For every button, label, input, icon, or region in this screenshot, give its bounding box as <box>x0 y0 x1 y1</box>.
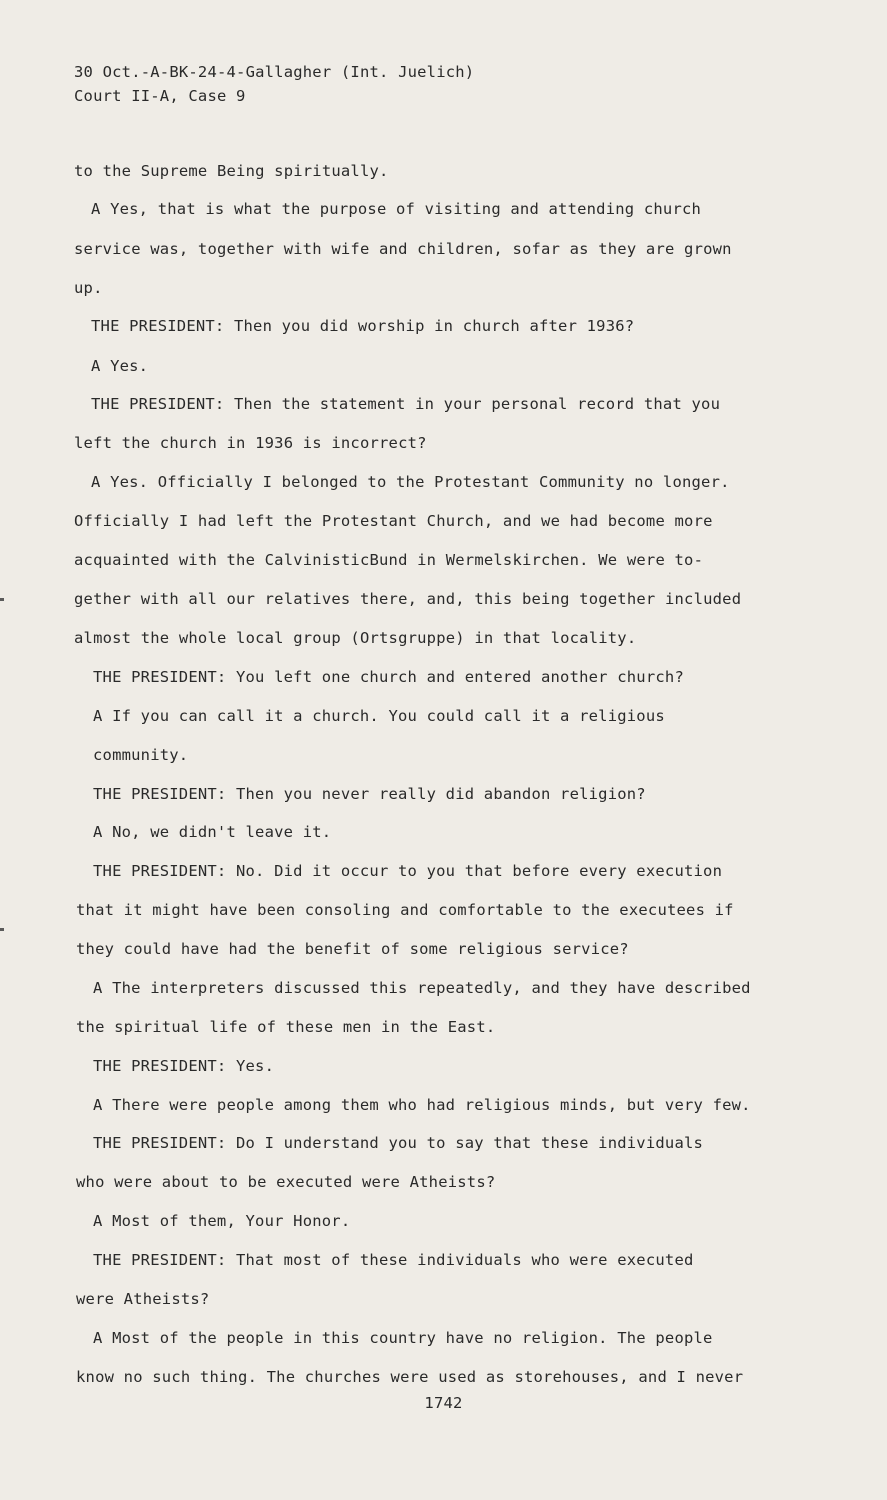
transcript-line: THE PRESIDENT: Then the statement in your personal record that you <box>91 395 721 413</box>
page-number: 1742 <box>424 1394 463 1412</box>
transcript-line: A The interpreters discussed this repeatedly, and they have described <box>93 979 751 997</box>
transcript-line: THE PRESIDENT: You left one church and entered another church? <box>93 668 684 686</box>
transcript-line: who were about to be executed were Atheists? <box>76 1173 496 1191</box>
transcript-line: THE PRESIDENT: No. Did it occur to you that before every execution <box>93 862 723 880</box>
transcript-line: A No, we didn't leave it. <box>93 823 332 841</box>
edge-mark <box>0 928 4 931</box>
transcript-line: left the church in 1936 is incorrect? <box>74 434 427 452</box>
transcript-line: service was, together with wife and children, sofar as they are grown <box>74 240 732 258</box>
transcript-line: A Yes, that is what the purpose of visiting and attending church <box>91 200 702 218</box>
transcript-line: THE PRESIDENT: That most of these individuals who were executed <box>93 1251 694 1269</box>
transcript-line: were Atheists? <box>76 1290 210 1308</box>
transcript-line: THE PRESIDENT: Then you did worship in church after 1936? <box>91 317 635 335</box>
transcript-line: A Most of them, Your Honor. <box>93 1212 351 1230</box>
transcript-line: that it might have been consoling and comfortable to the executees if <box>76 901 734 919</box>
transcript-line: they could have had the benefit of some religious service? <box>76 940 629 958</box>
transcript-line: almost the whole local group (Ortsgruppe) in that locality. <box>74 629 637 647</box>
edge-mark <box>0 598 4 601</box>
transcript-line: THE PRESIDENT: Do I understand you to say that these individuals <box>93 1134 704 1152</box>
transcript-line: THE PRESIDENT: Then you never really did abandon religion? <box>93 785 646 803</box>
transcript-line: A There were people among them who had religious minds, but very few. <box>93 1096 751 1114</box>
header-line-1: 30 Oct.-A-BK-24-4-Gallagher (Int. Juelich) <box>74 63 475 81</box>
transcript-line: gether with all our relatives there, and, this being together included <box>74 590 742 608</box>
transcript-line: Officially I had left the Protestant Church, and we had become more <box>74 512 713 530</box>
transcript-line: acquainted with the CalvinisticBund in Wermelskirchen. We were to- <box>74 551 704 569</box>
transcript-line: to the Supreme Being spiritually. <box>74 162 389 180</box>
transcript-line: up. <box>74 279 103 297</box>
transcript-line: community. <box>93 746 189 764</box>
transcript-line: the spiritual life of these men in the East. <box>76 1018 496 1036</box>
transcript-line: know no such thing. The churches were used as storehouses, and I never <box>76 1368 744 1386</box>
transcript-line: A Yes. Officially I belonged to the Protestant Community no longer. <box>91 473 730 491</box>
transcript-line: A Most of the people in this country have no religion. The people <box>93 1329 713 1347</box>
header-line-2: Court II-A, Case 9 <box>74 87 246 105</box>
transcript-line: A If you can call it a church. You could call it a religious <box>93 707 665 725</box>
transcript-line: THE PRESIDENT: Yes. <box>93 1057 275 1075</box>
transcript-line: A Yes. <box>91 357 149 375</box>
